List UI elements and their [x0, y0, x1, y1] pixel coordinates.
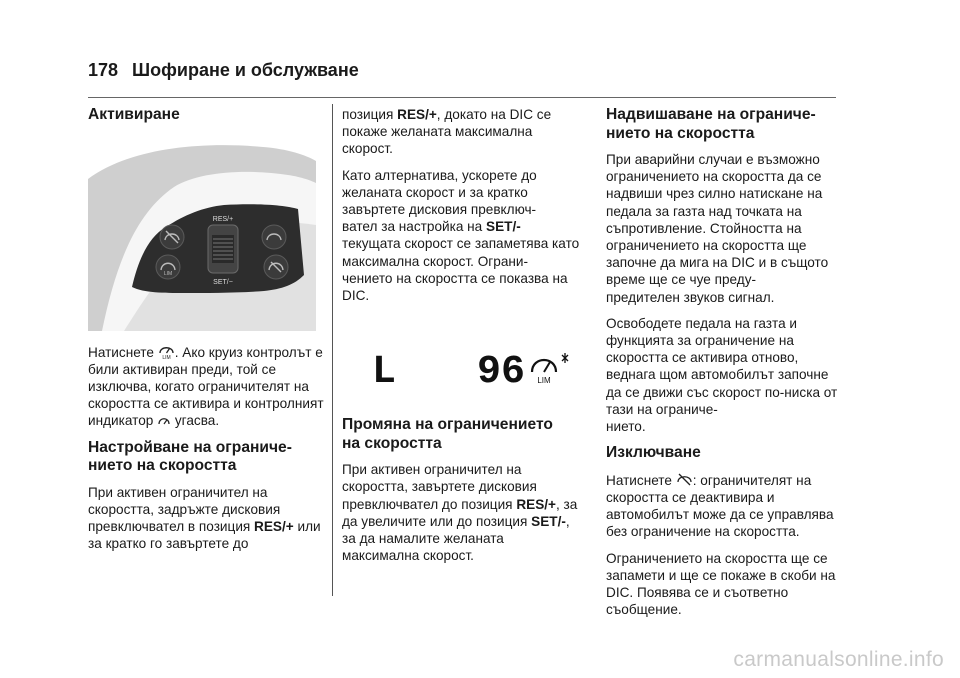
heading-exceed: Надвишаване на ограниче- нието на скоростта	[606, 106, 816, 142]
column-1	[88, 106, 324, 561]
set-label: SET/−	[213, 278, 233, 286]
page-header	[88, 60, 359, 81]
svg-text:LIM: LIM	[537, 376, 551, 386]
cruise-control-indicator-icon	[157, 414, 171, 428]
steering-wheel-illustration	[88, 143, 316, 331]
res-label: RES/+	[212, 215, 234, 223]
chapter-title: Шофиране и обслужване	[132, 60, 359, 80]
setting-paragraph: При активен ограничител на скоростта, задръжте дисковия превключвател в позиция RES/+ или за кратко го завъртете до	[88, 484, 321, 552]
svg-text:LIM: LIM	[162, 354, 171, 360]
dic-speed-value: 96	[477, 350, 526, 395]
heading-change: Промяна на ограничението на скоростта	[342, 416, 553, 452]
column-divider	[332, 104, 333, 596]
exceed-paragraph-2: Освободете педала на газта и функцията за ограничение на скоростта се активира отново, веднага щом автомобилът започне да се движи със скорост по-ниска от тази на ограниче- нието.	[606, 315, 838, 435]
dic-display-illustration	[342, 348, 580, 394]
column-2	[342, 106, 580, 573]
dic-speed-limiter-icon	[532, 353, 568, 385]
dic-left-indicator: L	[372, 350, 397, 395]
header-rule	[88, 97, 836, 98]
exceed-paragraph-1: При аварийни случаи е възможно ограничението на скоростта да се надвиши чрез силно натискане на педала за газта над точката на съпротивление. Стойността на ограничението на скоростта ще започне да мига на DIC и в същото време ще се чуе преду- предителен звуков сигнал.	[606, 152, 829, 305]
limiter-off-icon	[676, 471, 693, 488]
speed-limiter-icon	[158, 343, 175, 360]
stored-limit-paragraph: Ограничението на скоростта ще се запамети и ще се покаже в скоби на DIC. Появява се и съответно съобщение.	[606, 550, 836, 618]
activation-paragraph: Натиснете LIM . Ако круиз контролът е били активиран преди, той се изключва, когато ограничителят на скоростта се активира и контролният индикатор угасва.	[88, 344, 324, 429]
lim-label: LIM	[163, 270, 173, 277]
heading-activation: Активиране	[88, 106, 180, 123]
heading-deactivation: Изключване	[606, 444, 701, 462]
continuation-paragraph: позиция RES/+, докато на DIC се покаже желаната максимална скорост.	[342, 107, 552, 157]
deactivation-paragraph: Натиснете : ограничителят на скоростта се деактивира и автомобилът може да се управлява без ограничение на скоростта.	[606, 472, 834, 540]
watermark: carmanualsonline.info	[733, 648, 944, 671]
alternative-paragraph: Като алтернатива, ускорете до желаната скорост и за кратко завъртете дисковия превключ- вател за настройка на SET/- текущата скорост се запаметява като максимална скорост. Ограни- чението на скоростта се показва на DIC.	[342, 167, 580, 304]
column-3	[606, 106, 842, 627]
cruise-on-button	[262, 225, 286, 249]
change-paragraph: При активен ограничител на скоростта, завъртете дисковия превключвател до позиция RES/+, за да увеличите или до позиция SET/-, за да намалите желаната максимална скорост.	[342, 462, 578, 564]
page-number: 178	[88, 60, 119, 80]
heading-setting: Настройване на ограниче- нието на скоростта	[88, 438, 292, 475]
